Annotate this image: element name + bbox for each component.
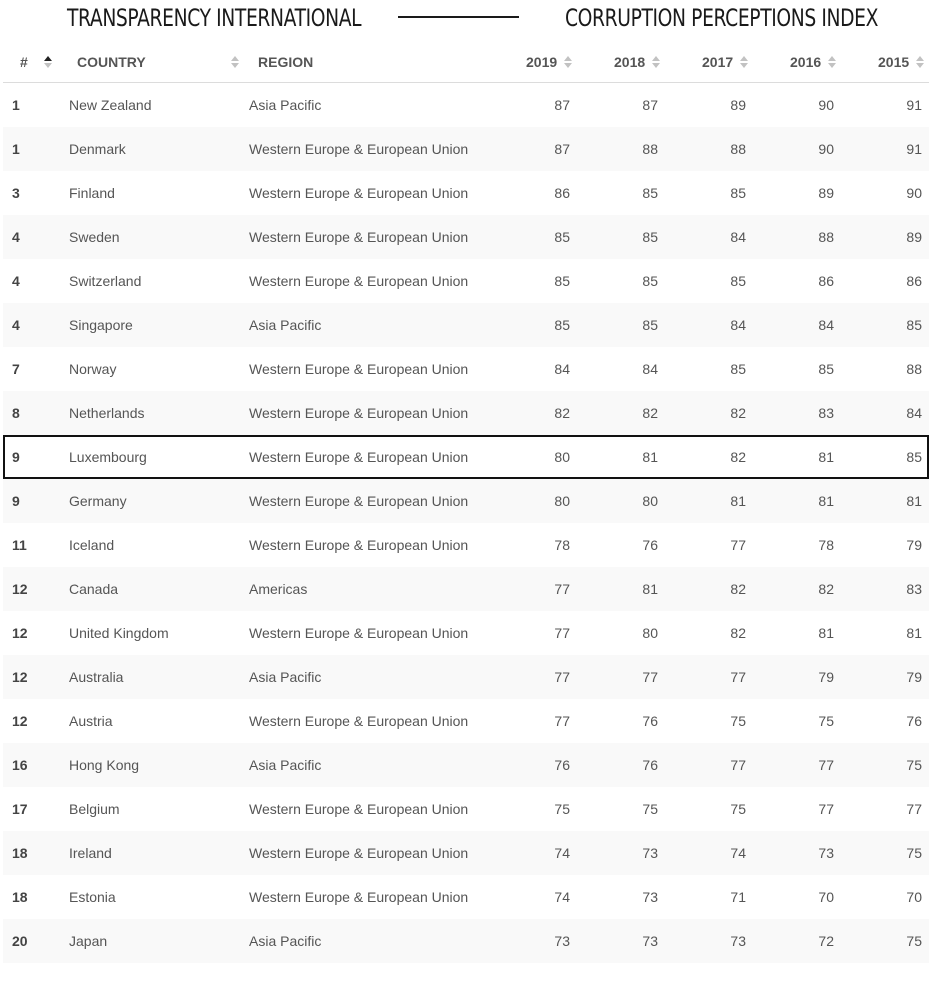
score-cell-2017: 85 [730,185,746,201]
score-cell-2018: 88 [642,141,658,157]
header-2017[interactable]: 2017 [702,42,748,82]
table-row[interactable] [3,391,929,435]
rank-cell: 17 [12,801,28,817]
country-cell: Finland [69,185,115,201]
region-cell: Western Europe & European Union [249,361,469,377]
region-cell: Western Europe & European Union [249,845,469,861]
sort-rank-icon[interactable] [44,56,52,68]
score-cell-2017: 82 [730,581,746,597]
score-cell-2015: 91 [906,141,922,157]
score-cell-2019: 74 [554,845,570,861]
page-banner [0,0,939,40]
score-cell-2019: 76 [554,757,570,773]
table-row[interactable] [3,655,929,699]
score-cell-2017: 77 [730,537,746,553]
score-cell-2016: 83 [818,405,834,421]
rankings-table [3,42,929,963]
country-cell: Canada [69,581,119,597]
region-cell: Western Europe & European Union [249,449,469,465]
table-row[interactable] [3,831,929,875]
score-cell-2017: 75 [730,713,746,729]
score-cell-2018: 76 [642,537,658,553]
country-cell: Sweden [69,229,120,245]
header-region[interactable]: REGION [258,54,314,70]
rank-cell: 11 [12,537,27,553]
score-cell-2018: 84 [642,361,658,377]
region-cell: Asia Pacific [249,933,322,949]
score-cell-2018: 80 [642,625,658,641]
rank-cell: 9 [12,449,20,465]
score-cell-2019: 85 [554,317,570,333]
table-row[interactable] [3,259,929,303]
score-cell-2019: 85 [554,273,570,289]
table-header [3,42,929,83]
score-cell-2016: 81 [818,493,834,509]
rank-cell: 12 [12,581,28,597]
score-cell-2018: 76 [642,757,658,773]
score-cell-2017: 84 [730,317,746,333]
sort-2015-icon[interactable] [916,56,924,68]
rank-cell: 16 [12,757,28,773]
table-row[interactable] [3,919,929,963]
rank-cell: 12 [12,625,28,641]
score-cell-2015: 81 [906,625,922,641]
score-cell-2017: 82 [730,625,746,641]
score-cell-2018: 81 [642,449,658,465]
score-cell-2017: 81 [730,493,746,509]
region-cell: Western Europe & European Union [249,141,469,157]
country-cell: New Zealand [69,97,152,113]
score-cell-2015: 75 [906,845,922,861]
header-rank[interactable]: # [20,42,52,82]
region-cell: Western Europe & European Union [249,713,469,729]
score-cell-2016: 72 [818,933,834,949]
rank-cell: 3 [12,185,20,201]
region-cell: Americas [249,581,308,597]
region-cell: Western Europe & European Union [249,273,469,289]
score-cell-2015: 85 [906,317,922,333]
score-cell-2018: 80 [642,493,658,509]
rank-cell: 4 [12,317,20,333]
score-cell-2015: 84 [906,405,922,421]
score-cell-2015: 79 [906,537,922,553]
rank-cell: 18 [12,845,28,861]
score-cell-2015: 75 [906,757,922,773]
country-cell: Japan [69,933,108,949]
rank-cell: 12 [12,669,28,685]
score-cell-2015: 76 [906,713,922,729]
score-cell-2017: 71 [730,889,746,905]
score-cell-2018: 73 [642,889,658,905]
region-cell: Asia Pacific [249,757,322,773]
score-cell-2017: 77 [730,757,746,773]
score-cell-2017: 82 [730,449,746,465]
table-row[interactable] [3,303,929,347]
score-cell-2016: 78 [818,537,834,553]
score-cell-2019: 77 [554,625,570,641]
region-cell: Asia Pacific [249,669,322,685]
organization-title: TRANSPARENCY INTERNATIONAL [67,4,362,32]
score-cell-2016: 90 [818,97,834,113]
table-row[interactable] [3,611,929,655]
region-cell: Asia Pacific [249,97,322,113]
header-2018[interactable]: 2018 [614,42,660,82]
score-cell-2016: 85 [818,361,834,377]
score-cell-2019: 77 [554,669,570,685]
score-cell-2018: 85 [642,185,658,201]
rank-cell: 20 [12,933,28,949]
score-cell-2015: 70 [906,889,922,905]
score-cell-2016: 84 [818,317,834,333]
score-cell-2018: 77 [642,669,658,685]
rank-cell: 4 [12,273,20,289]
table-row[interactable] [3,127,929,171]
rank-cell: 1 [12,97,20,113]
sort-2017-icon[interactable] [740,56,748,68]
table-row[interactable] [3,743,929,787]
table-row[interactable] [3,699,929,743]
sort-country-icon[interactable] [231,56,239,68]
rank-cell: 18 [12,889,28,905]
score-cell-2016: 81 [818,449,834,465]
score-cell-2017: 82 [730,405,746,421]
table-row[interactable] [3,171,929,215]
score-cell-2015: 86 [906,273,922,289]
table-row[interactable] [3,83,929,127]
score-cell-2016: 86 [818,273,834,289]
score-cell-2018: 81 [642,581,658,597]
country-cell: Australia [69,669,124,685]
score-cell-2016: 73 [818,845,834,861]
score-cell-2016: 79 [818,669,834,685]
region-cell: Western Europe & European Union [249,537,469,553]
score-cell-2018: 85 [642,229,658,245]
sort-2019-icon[interactable] [564,56,572,68]
score-cell-2017: 84 [730,229,746,245]
score-cell-2019: 78 [554,537,570,553]
sort-2018-icon[interactable] [652,56,660,68]
country-cell: Netherlands [69,405,145,421]
country-cell: Iceland [69,537,115,553]
score-cell-2015: 83 [906,581,922,597]
header-2019[interactable]: 2019 [526,42,572,82]
score-cell-2015: 77 [906,801,922,817]
score-cell-2015: 91 [906,97,922,113]
score-cell-2016: 70 [818,889,834,905]
table-row[interactable] [3,875,929,919]
score-cell-2019: 84 [554,361,570,377]
region-cell: Western Europe & European Union [249,801,469,817]
score-cell-2019: 73 [554,933,570,949]
score-cell-2018: 85 [642,317,658,333]
score-cell-2019: 87 [554,97,570,113]
score-cell-2015: 75 [906,933,922,949]
table-body [3,83,929,963]
country-cell: Ireland [69,845,112,861]
score-cell-2015: 85 [906,449,922,465]
score-cell-2017: 73 [730,933,746,949]
score-cell-2019: 87 [554,141,570,157]
country-cell: Luxembourg [69,449,147,465]
region-cell: Asia Pacific [249,317,322,333]
country-cell: United Kingdom [69,625,169,641]
region-cell: Western Europe & European Union [249,405,469,421]
table-row[interactable] [3,787,929,831]
score-cell-2019: 75 [554,801,570,817]
table-row[interactable] [3,215,929,259]
score-cell-2018: 73 [642,933,658,949]
title-divider [398,16,519,18]
country-cell: Belgium [69,801,120,817]
region-cell: Western Europe & European Union [249,625,469,641]
score-cell-2017: 74 [730,845,746,861]
country-cell: Singapore [69,317,133,333]
table-row[interactable] [3,567,929,611]
score-cell-2019: 77 [554,581,570,597]
score-cell-2016: 82 [818,581,834,597]
score-cell-2019: 80 [554,493,570,509]
score-cell-2015: 81 [906,493,922,509]
score-cell-2018: 73 [642,845,658,861]
table-row[interactable] [3,479,929,523]
country-cell: Denmark [69,141,126,157]
score-cell-2016: 88 [818,229,834,245]
table-row[interactable] [3,347,929,391]
score-cell-2019: 74 [554,889,570,905]
header-country[interactable]: COUNTRY [77,42,241,82]
region-cell: Western Europe & European Union [249,185,469,201]
score-cell-2019: 80 [554,449,570,465]
score-cell-2016: 75 [818,713,834,729]
score-cell-2019: 86 [554,185,570,201]
sort-2016-icon[interactable] [828,56,836,68]
score-cell-2015: 88 [906,361,922,377]
region-cell: Western Europe & European Union [249,229,469,245]
region-cell: Western Europe & European Union [249,493,469,509]
index-title: CORRUPTION PERCEPTIONS INDEX [565,4,879,32]
score-cell-2017: 89 [730,97,746,113]
score-cell-2018: 76 [642,713,658,729]
table-row[interactable] [3,523,929,567]
score-cell-2018: 85 [642,273,658,289]
score-cell-2017: 75 [730,801,746,817]
score-cell-2018: 82 [642,405,658,421]
score-cell-2017: 85 [730,361,746,377]
score-cell-2018: 75 [642,801,658,817]
rank-cell: 9 [12,493,20,509]
region-cell: Western Europe & European Union [249,889,469,905]
rank-cell: 7 [12,361,20,377]
country-cell: Estonia [69,889,116,905]
score-cell-2017: 88 [730,141,746,157]
score-cell-2017: 85 [730,273,746,289]
score-cell-2015: 90 [906,185,922,201]
score-cell-2015: 79 [906,669,922,685]
header-2015[interactable]: 2015 [878,42,924,82]
score-cell-2016: 81 [818,625,834,641]
score-cell-2016: 77 [818,757,834,773]
country-cell: Germany [69,493,127,509]
table-row[interactable] [3,435,929,479]
score-cell-2016: 89 [818,185,834,201]
header-2016[interactable]: 2016 [790,42,836,82]
country-cell: Hong Kong [69,757,140,773]
score-cell-2019: 82 [554,405,570,421]
score-cell-2019: 77 [554,713,570,729]
score-cell-2017: 77 [730,669,746,685]
score-cell-2015: 89 [906,229,922,245]
country-cell: Austria [69,713,113,729]
rank-cell: 4 [12,229,20,245]
country-cell: Switzerland [69,273,142,289]
rank-cell: 1 [12,141,20,157]
score-cell-2018: 87 [642,97,658,113]
country-cell: Norway [69,361,117,377]
rank-cell: 8 [12,405,20,421]
score-cell-2016: 90 [818,141,834,157]
score-cell-2016: 77 [818,801,834,817]
rank-cell: 12 [12,713,28,729]
score-cell-2019: 85 [554,229,570,245]
